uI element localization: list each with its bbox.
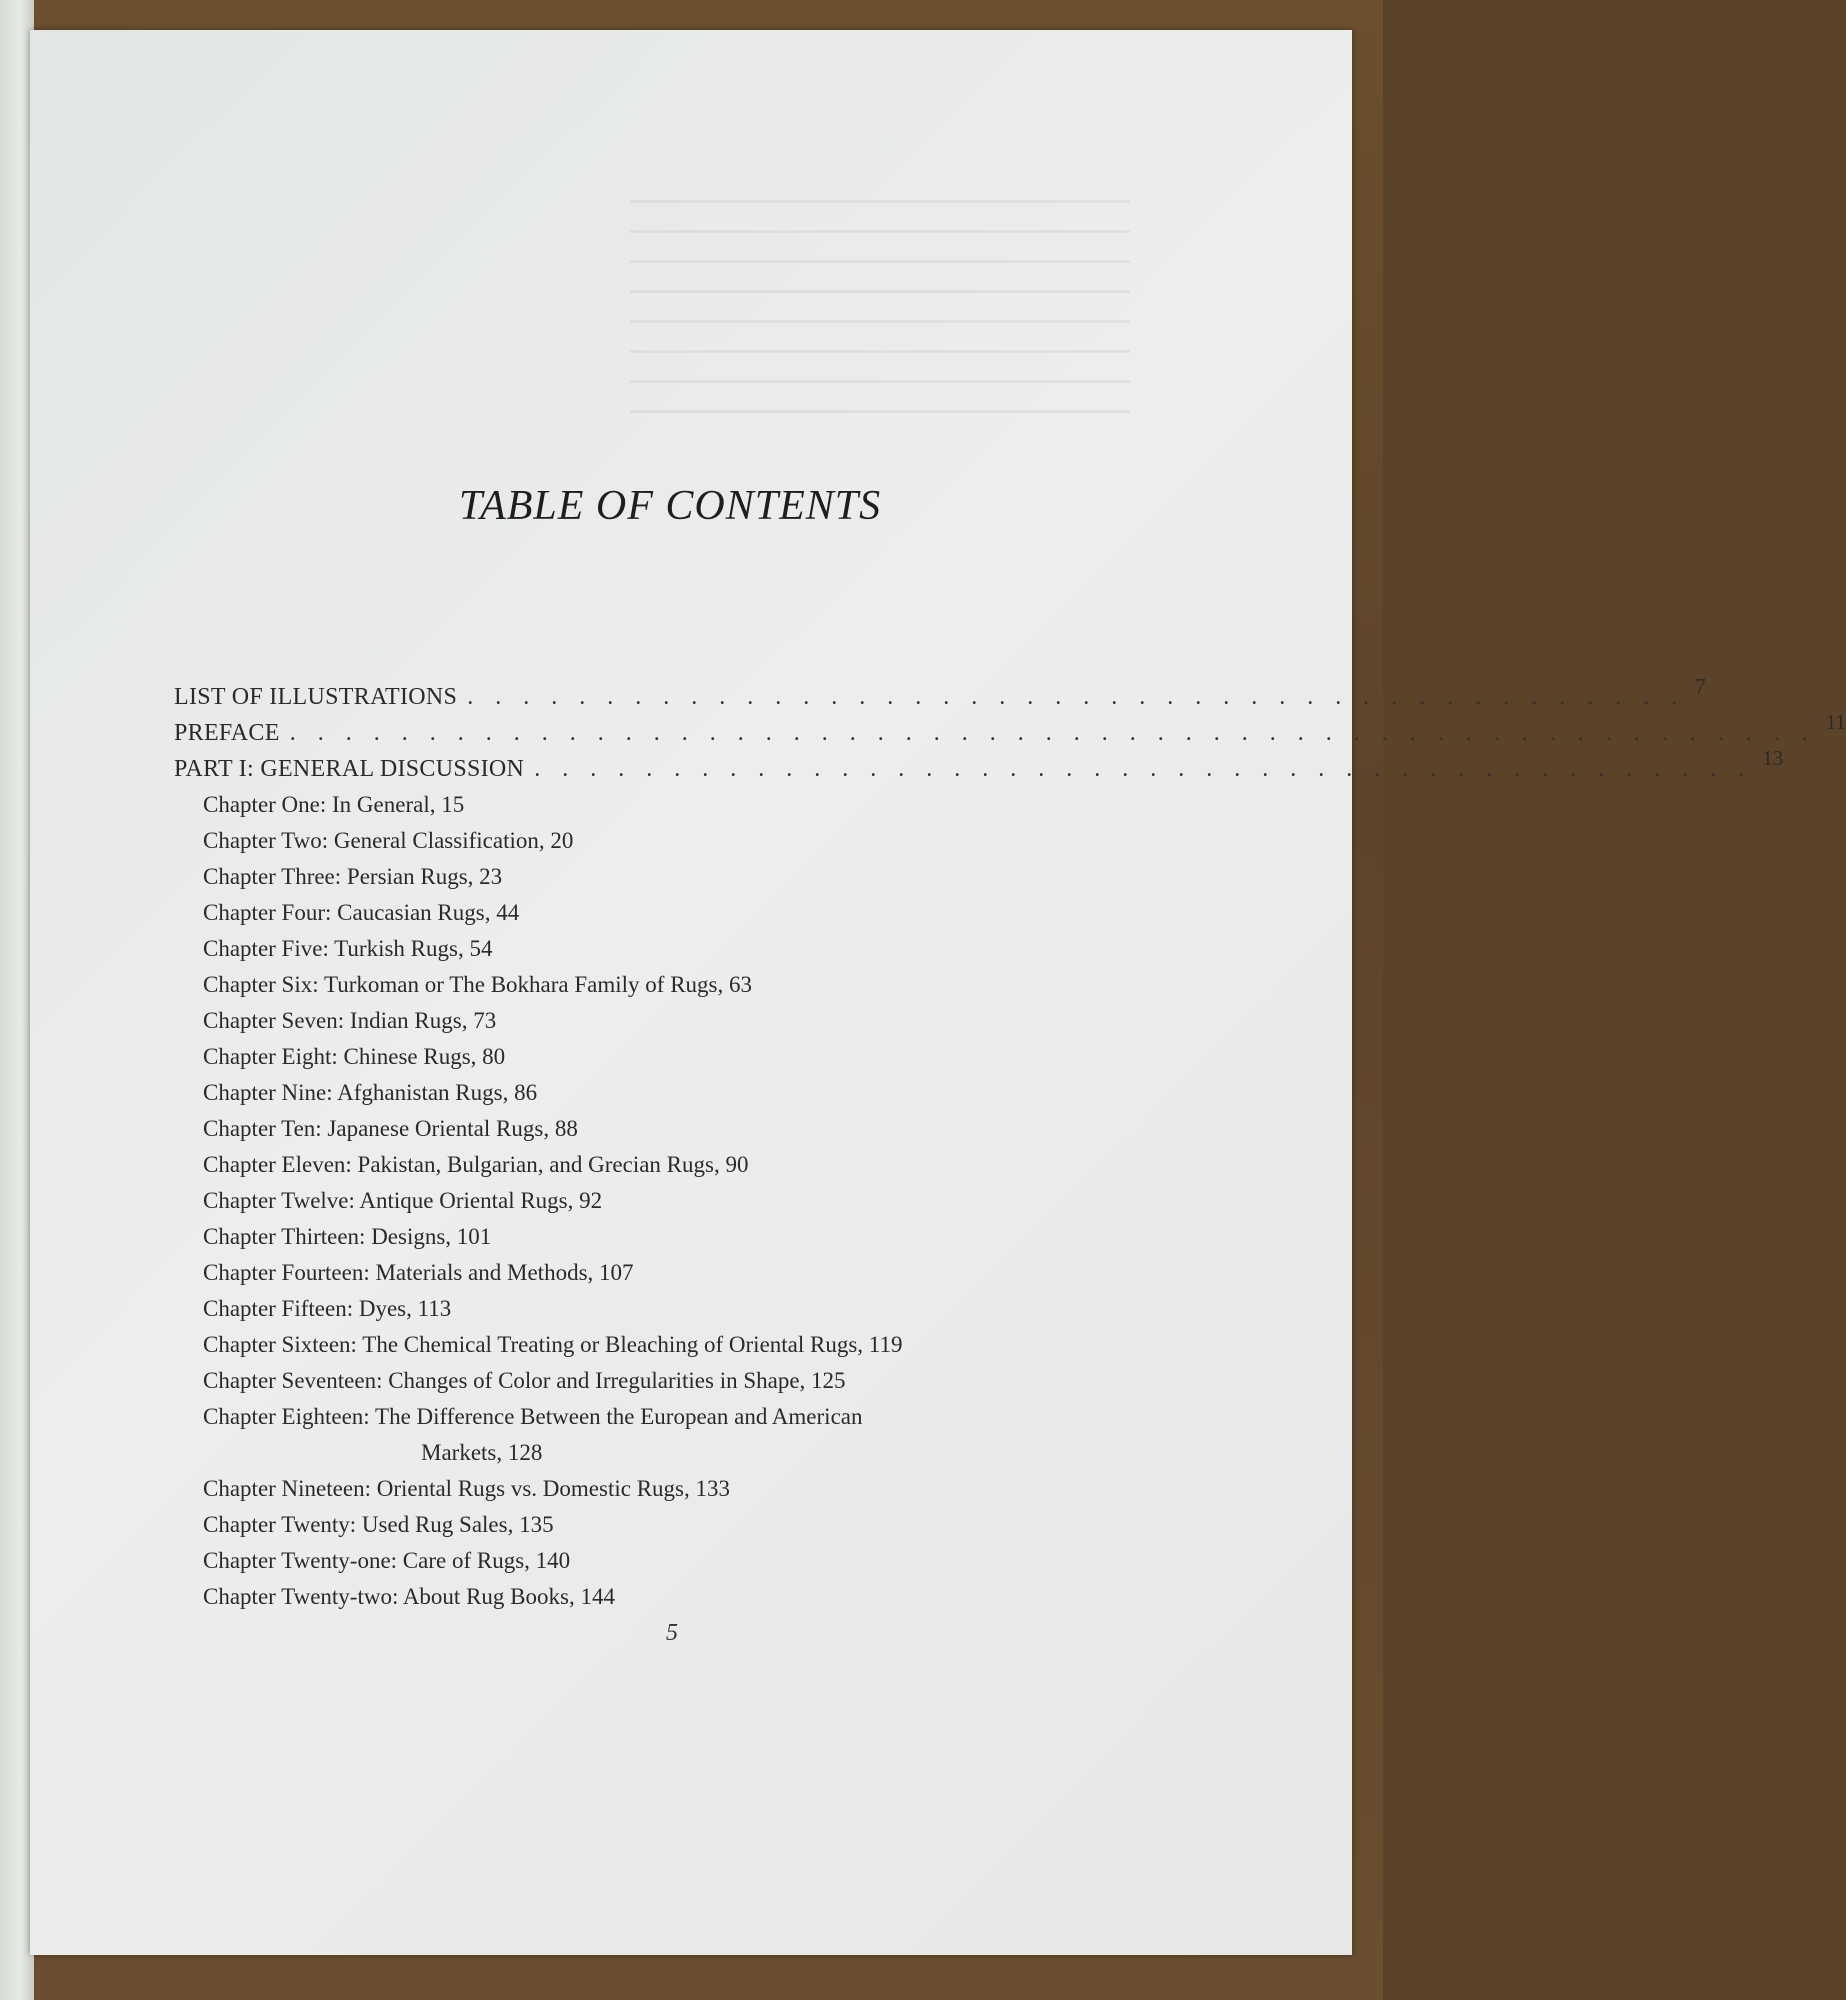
chapter-entry: Chapter Seventeen: Changes of Color and Irregularities in Shape, 125	[203, 1368, 846, 1393]
chapter-entry: Chapter Twenty-one: Care of Rugs, 140	[203, 1548, 571, 1573]
chapter-entry: Chapter Thirteen: Designs, 101	[203, 1224, 492, 1249]
chapter-entry: Chapter Five: Turkish Rugs, 54	[203, 936, 493, 961]
chapter-entry: Chapter Two: General Classification, 20	[203, 828, 574, 853]
page-title: TABLE OF CONTENTS	[458, 483, 882, 529]
toc-page-number: 13	[1762, 746, 1784, 770]
book-page	[30, 30, 1846, 1955]
toc-page-number: 11	[1825, 710, 1846, 734]
chapter-entry: Chapter Fifteen: Dyes, 113	[203, 1296, 452, 1321]
chapter-entry: Chapter Twelve: Antique Oriental Rugs, 92	[203, 1188, 603, 1213]
chapter-entry: Chapter Four: Caucasian Rugs, 44	[203, 900, 520, 925]
toc-entry-label: LIST OF ILLUSTRATIONS	[174, 684, 458, 710]
chapter-entry: Chapter Twenty-two: About Rug Books, 144	[203, 1584, 615, 1609]
toc-entry-label: PREFACE	[174, 720, 280, 746]
toc-entry-label: PART I: GENERAL DISCUSSION	[174, 756, 525, 782]
chapter-entry: Chapter One: In General, 15	[203, 792, 465, 817]
chapter-entry: Chapter Eight: Chinese Rugs, 80	[203, 1044, 506, 1069]
table-of-contents	[174, 674, 1846, 1620]
chapter-entry: Chapter Six: Turkoman or The Bokhara Family of Rugs, 63	[203, 972, 753, 997]
dot-leader: . . . . . . . . . . . . . . . . . . . . . . . . . . . . . . . . . . . . . . . . . . . .	[534, 756, 1753, 782]
dot-leader: . . . . . . . . . . . . . . . . . . . . . . . . . . . . . . . . . . . . . . . . . . . . . . . . . . . . . . .	[289, 720, 1816, 746]
chapter-entry: Chapter Seven: Indian Rugs, 73	[203, 1008, 497, 1033]
chapter-entry: Chapter Fourteen: Materials and Methods, 107	[203, 1260, 634, 1285]
chapter-entry: Chapter Eleven: Pakistan, Bulgarian, and Grecian Rugs, 90	[203, 1152, 749, 1177]
toc-entry-part-one	[174, 746, 1784, 792]
toc-entry-preface	[174, 710, 1846, 756]
chapter-entry: Chapter Nineteen: Oriental Rugs vs. Domestic Rugs, 133	[203, 1476, 731, 1501]
dot-leader: . . . . . . . . . . . . . . . . . . . . . . . . . . . . . . . . . . . . . . . . . . . .	[467, 684, 1686, 710]
show-through-text	[630, 200, 1130, 420]
chapter-entry: Chapter Sixteen: The Chemical Treating or Bleaching of Oriental Rugs, 119	[203, 1332, 903, 1357]
toc-entry-list-of-illustrations	[174, 674, 1706, 720]
chapter-entry: Chapter Three: Persian Rugs, 23	[203, 864, 503, 889]
chapter-entry: Chapter Nine: Afghanistan Rugs, 86	[203, 1080, 538, 1105]
chapter-entry: Chapter Twenty: Used Rug Sales, 135	[203, 1512, 554, 1537]
page-number: 5	[666, 1620, 678, 1646]
book-cover-edge	[0, 0, 34, 2000]
chapter-entry: Chapter Ten: Japanese Oriental Rugs, 88	[203, 1116, 578, 1141]
chapter-entry-continuation: Markets, 128	[421, 1440, 543, 1465]
chapter-entry: Chapter Eighteen: The Difference Between the European and American	[203, 1404, 863, 1429]
toc-page-number: 7	[1695, 674, 1706, 698]
